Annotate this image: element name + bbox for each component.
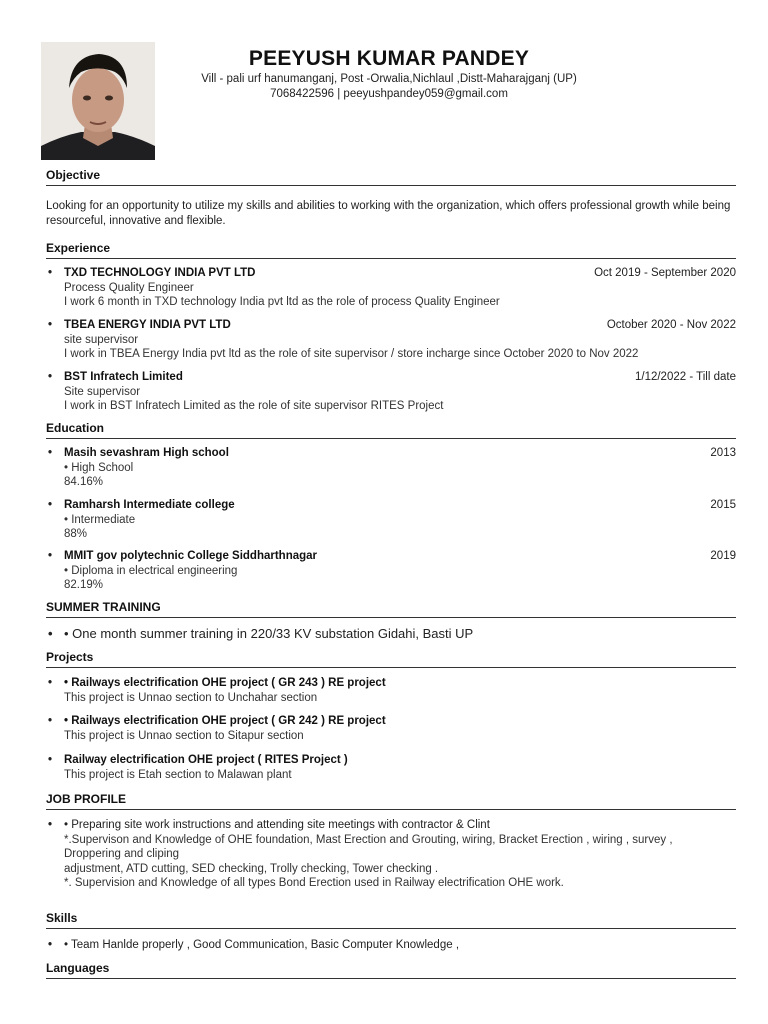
job-profile-line: • Preparing site work instructions and attending site meetings with contractor & Clint xyxy=(64,819,490,831)
objective-text: Looking for an opportunity to utilize my skills and abilities to working with the organization, which offers professional growth while being resourceful, innovative and flexible. xyxy=(46,200,731,227)
education-heading: Education xyxy=(46,421,736,439)
experience-org: BST Infratech Limited xyxy=(64,371,183,383)
education-item xyxy=(46,498,736,542)
bullet: • xyxy=(48,550,53,562)
summer-training-heading: SUMMER TRAINING xyxy=(46,600,736,618)
bullet: • xyxy=(48,754,53,766)
projects-heading: Projects xyxy=(46,650,736,668)
job-profile-line: *.Supervison and Knowledge of OHE foundation, Mast Erection and Grouting, wiring, Bracket Erection , wiring , survey , xyxy=(64,833,673,846)
objective-heading: Objective xyxy=(46,168,736,186)
experience-org: TBEA ENERGY INDIA PVT LTD xyxy=(64,319,231,331)
experience-desc: I work in TBEA Energy India pvt ltd as the role of site supervisor / store incharge since October 2020 to Nov 2022 xyxy=(64,348,639,360)
experience-role: Process Quality Engineer xyxy=(64,281,194,294)
education-score: 82.19% xyxy=(64,579,104,591)
bullet: • xyxy=(48,819,53,831)
project-item xyxy=(46,676,736,705)
experience-date: October 2020 - Nov 2022 xyxy=(606,319,736,331)
education-year: 2019 xyxy=(710,550,736,562)
project-desc: This project is Etah section to Malawan plant xyxy=(64,768,292,781)
experience-item xyxy=(46,370,736,414)
education-item xyxy=(46,549,736,593)
experience-desc: I work 6 month in TXD technology India pvt ltd as the role of process Quality Engineer xyxy=(64,296,500,308)
languages-heading: Languages xyxy=(46,961,736,979)
bullet: • xyxy=(48,267,53,279)
bullet: • xyxy=(48,677,53,689)
skills-text: • Team Hanlde properly , Good Communication, Basic Computer Knowledge , xyxy=(64,939,460,951)
job-profile-line: adjustment, ATD cutting, SED checking, Trolly checking, Tower checking . xyxy=(64,862,439,875)
bullet: • xyxy=(48,319,53,331)
experience-role: site supervisor xyxy=(64,333,139,346)
project-desc: This project is Unnao section to Unchahar section xyxy=(64,691,318,704)
bullet: • xyxy=(48,371,53,383)
education-school: Ramharsh Intermediate college xyxy=(64,499,235,511)
bullet: • xyxy=(48,715,53,727)
resume-header xyxy=(160,46,618,102)
skills-item xyxy=(46,938,736,953)
education-year: 2013 xyxy=(710,447,736,459)
experience-item xyxy=(46,266,736,310)
project-item xyxy=(46,714,736,743)
project-name: • Railways electrification OHE project ( GR 243 ) RE project xyxy=(64,677,386,689)
job-profile-line: *. Supervision and Knowledge of all types Bond Erection used in Railway electrification OHE work. xyxy=(64,877,564,889)
bullet: • xyxy=(48,939,53,951)
project-name: Railway electrification OHE project ( RITES Project ) xyxy=(64,754,348,766)
education-level: • Intermediate xyxy=(64,513,136,526)
education-score: 84.16% xyxy=(64,476,104,488)
experience-heading: Experience xyxy=(46,241,736,259)
project-item xyxy=(46,753,736,782)
job-profile-item xyxy=(46,818,736,891)
job-profile-line: Droppering and cliping xyxy=(64,848,180,860)
experience-date: Oct 2019 - September 2020 xyxy=(594,267,736,279)
profile-photo xyxy=(41,42,155,160)
candidate-contact: 7068422596 | peeyushpandey059@gmail.com xyxy=(270,88,508,100)
bullet: • xyxy=(48,447,53,459)
experience-org: TXD TECHNOLOGY INDIA PVT LTD xyxy=(64,267,256,279)
experience-desc: I work in BST Infratech Limited as the role of site supervisor RITES Project xyxy=(64,400,444,412)
education-level: • High School xyxy=(64,461,134,474)
bullet: • xyxy=(48,499,53,511)
experience-role: Site supervisor xyxy=(64,385,141,398)
project-desc: This project is Unnao section to Sitapur section xyxy=(64,729,304,742)
education-year: 2015 xyxy=(710,499,736,511)
experience-item xyxy=(46,318,736,362)
education-item xyxy=(46,446,736,490)
bullet: • xyxy=(48,626,53,641)
job-profile-heading: JOB PROFILE xyxy=(46,792,736,810)
education-school: MMIT gov polytechnic College Siddharthnagar xyxy=(64,550,318,562)
education-level: • Diploma in electrical engineering xyxy=(64,564,238,577)
project-name: • Railways electrification OHE project ( GR 242 ) RE project xyxy=(64,715,386,727)
education-score: 88% xyxy=(64,528,88,540)
skills-heading: Skills xyxy=(46,911,736,929)
candidate-address: Vill - pali urf hanumanganj, Post -Orwalia,Nichlaul ,Distt-Maharajganj (UP) xyxy=(201,73,577,85)
profile-photo-image xyxy=(41,42,155,160)
summer-training-text: • One month summer training in 220/33 KV substation Gidahi, Basti UP xyxy=(64,626,474,641)
candidate-name: PEEYUSH KUMAR PANDEY xyxy=(248,47,530,70)
education-school: Masih sevashram High school xyxy=(64,447,229,459)
experience-date: 1/12/2022 - Till date xyxy=(634,371,736,383)
summer-training-item xyxy=(46,627,736,642)
